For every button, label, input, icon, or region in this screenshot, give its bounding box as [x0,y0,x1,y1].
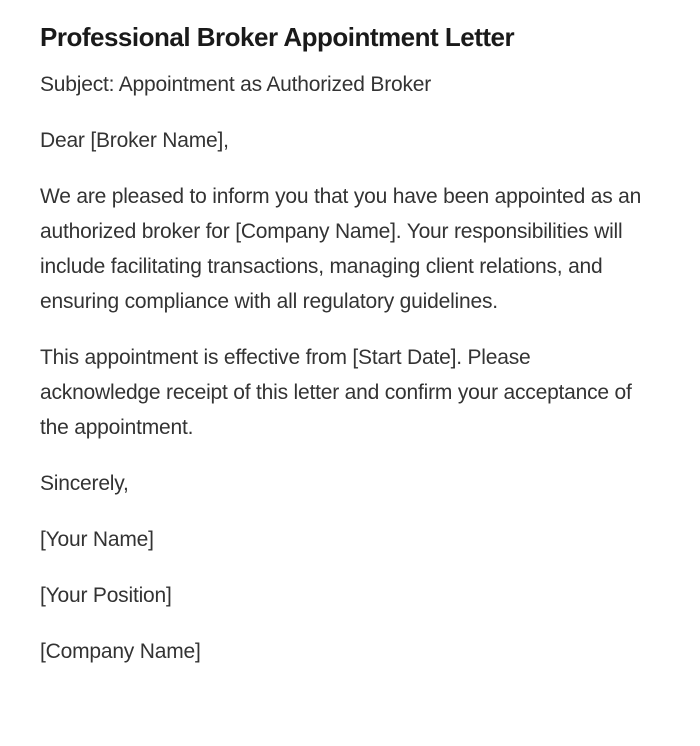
body-paragraph-1: We are pleased to inform you that you have been appointed as an authorized broker for [Company Name]. Your responsibilities will include facilitating transactions, managing client relations, and ensuring compliance with all regulatory guidelines. [40,185,642,313]
body-paragraph-2: This appointment is effective from [Start Date]. Please acknowledge receipt of this letter and confirm your acceptance of the appointment. [40,346,632,439]
page-title: Professional Broker Appointment Letter [40,22,515,52]
subject-line: Subject: Appointment as Authorized Broker [40,73,432,96]
salutation: Dear [Broker Name], [40,129,229,152]
closing: Sincerely, [40,472,129,495]
signature-name: [Your Name] [40,528,154,551]
signature-position: [Your Position] [40,584,172,607]
signature-company: [Company Name] [40,640,201,663]
